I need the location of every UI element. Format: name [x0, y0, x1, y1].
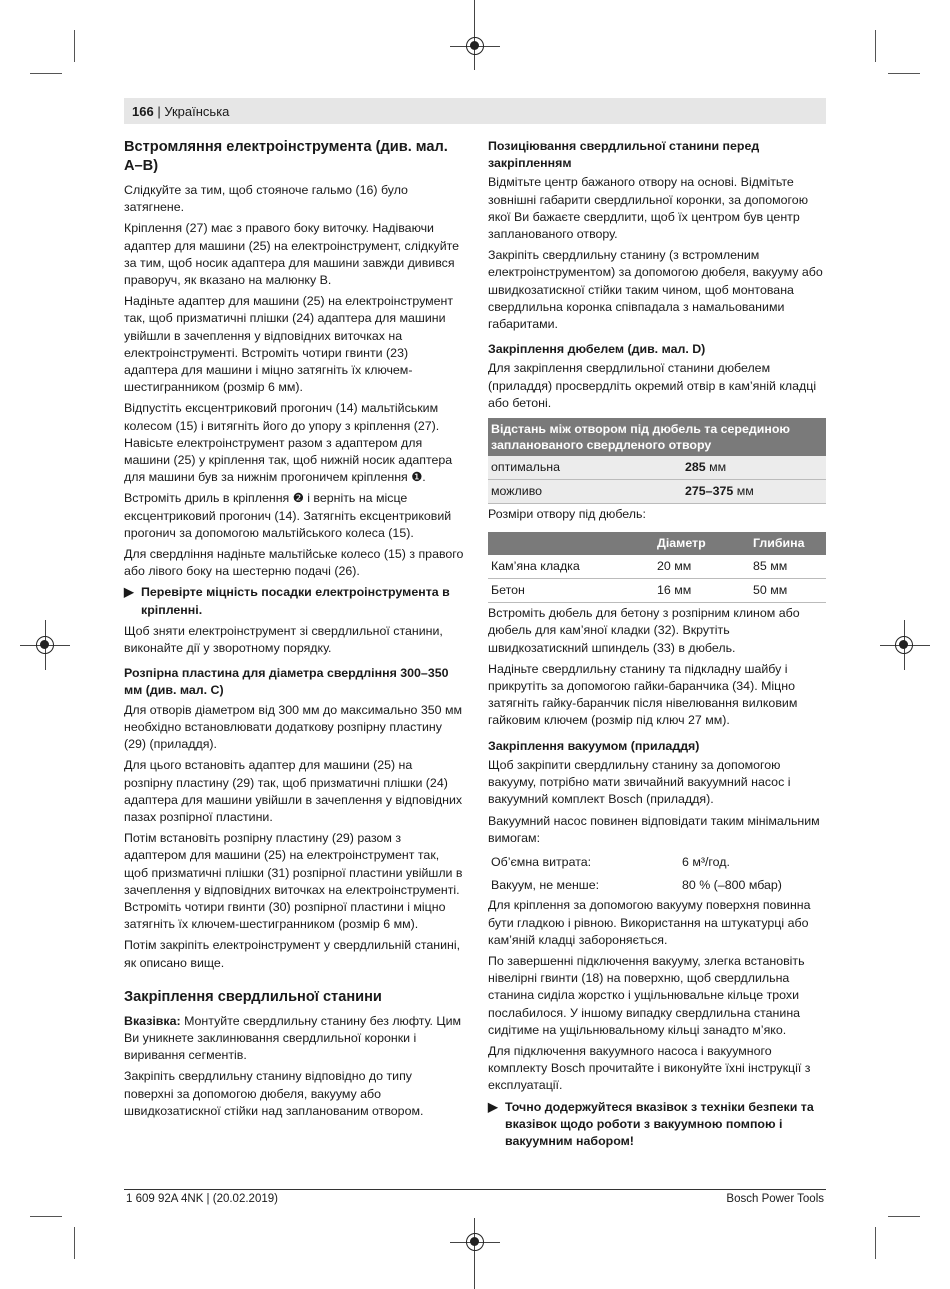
paragraph: Для цього встановіть адаптер для машини (25) на розпірну пластину (29) так, щоб призматичні плішки (24) адаптера для машини увійшли в зачеплення у відповідних пазах розпірної пластини.	[124, 758, 463, 824]
warning-item	[488, 1099, 826, 1151]
right-column	[488, 138, 826, 1154]
warning-text: Точно додержуйтеся вказівок з техніки безпеки та вказівок щодо роботи з вакуумною помпою і вакуумним набором!	[505, 1099, 814, 1148]
crop-mark	[30, 1216, 62, 1217]
table-row	[488, 579, 826, 603]
paragraph: Відпустіть ексцентриковий прогонич (14) мальтійським колесом (15) і витягніть його до упору з кріплення (27). Навісьте електроінструмент разом з адаптером для машини (25) у кріплення так, щоб нижній носик адаптера для машини був за нижнім прогоничем кріплення ❶.	[124, 401, 453, 485]
footer-rule	[124, 1189, 826, 1190]
registration-line	[474, 1218, 475, 1289]
section-heading: Закріплення свердлильної станини	[124, 988, 382, 1005]
page-header: 166 | Українська	[132, 104, 230, 119]
page-number: 166	[132, 104, 154, 119]
warning-text: Перевірте міцність посадки електроінструмента в кріпленні.	[141, 585, 450, 617]
registration-mark-icon	[895, 636, 913, 654]
table-cell-label: можливо	[488, 480, 682, 504]
vacuum-requirements-table	[488, 851, 826, 897]
table-row	[488, 480, 826, 504]
paragraph: Щоб закріпити свердлильну станину за допомогою вакууму, потрібно мати звичайний вакуумний насос і вакуумний комплект Bosch (приладдя).	[488, 757, 791, 807]
subheading: Розпірна пластина для діаметра свердління 300–350 мм (див. мал. C)	[124, 666, 449, 698]
note-text: Монтуйте свердлильну станину без люфту. Цим Ви уникнете заклинювання свердлильної коронки і виривання сегментів.	[124, 1013, 462, 1063]
paragraph: Потім закріпіть електроінструмент у свердлильній станині, як описано вище.	[124, 938, 461, 970]
table-cell-label: оптимальна	[488, 456, 682, 480]
paragraph: Встроміть дюбель для бетону з розпірним клином або дюбель для кам’яної кладки (32). Вкрутіть швидкозатискний шпиндель (33) в дюбель.	[488, 606, 800, 655]
crop-mark	[30, 73, 62, 74]
paragraph: Надіньте свердлильну станину та підкладну шайбу і прикрутіть за допомогою гайки-баранчика (34). Міцно затягніть гайку-баранчик після нівелювання вилковим гайковим ключем (розмір під ключ 27 мм).	[488, 661, 798, 728]
table-row	[488, 555, 826, 579]
paragraph: Відмітьте центр бажаного отвору на основі. Відмітьте зовнішні габарити свердлильної коронки, за допомогою якої Ви бажаєте свердлити, щоб їх центром був центр запланованого отвору.	[488, 175, 808, 242]
crop-mark	[888, 1216, 920, 1217]
header-language: Українська	[164, 104, 230, 119]
paragraph: Вакуумний насос повинен відповідати таким мінімальним вимогам:	[488, 813, 820, 845]
paragraph: Кріплення (27) має з правого боку виточку. Надіваючи адаптер для машини (25) на електроінструмент, слідкуйте за тим, щоб носик адаптера для машини завжди дивився праворуч, як вказано на малюнку B.	[124, 221, 460, 288]
table-row	[488, 851, 826, 874]
paragraph: Закріпіть свердлильну станину відповідно до типу поверхні за допомогою дюбеля, вакууму або швидкозатискної стійки над запланованим отвором.	[124, 1069, 424, 1118]
crop-mark	[875, 1227, 876, 1259]
subheading: Закріплення вакуумом (приладдя)	[488, 738, 700, 753]
table-cell: 50 мм	[750, 579, 826, 603]
registration-mark-icon	[466, 37, 484, 55]
table-cell: Вакуум, не менше:	[491, 878, 600, 893]
table-header: Відстань між отвором під дюбель та серединою запланованого свердленого отвору	[488, 418, 826, 456]
table-cell: 20 мм	[654, 555, 750, 579]
table-row	[488, 456, 826, 480]
table-header: Діаметр	[654, 532, 750, 555]
paragraph: Для підключення вакуумного насоса і вакуумного комплекту Bosch прочитайте і виконуйте їхні інструкції з експлуатації.	[488, 1043, 811, 1093]
paragraph: Щоб зняти електроінструмент зі свердлильної станини, виконайте дії у зворотному порядку.	[124, 623, 443, 656]
registration-mark-icon	[466, 1233, 484, 1251]
table-cell-value: 285 мм	[682, 456, 826, 480]
dowel-hole-size-table	[488, 532, 826, 604]
table-header	[488, 532, 654, 555]
table-row	[488, 874, 826, 897]
paragraph: Розміри отвору під дюбель:	[488, 507, 646, 522]
section-heading: Встромляння електроінструмента (див. мал. A–B)	[124, 139, 448, 174]
table-cell: 80 % (–800 мбар)	[682, 878, 782, 893]
paragraph: Для кріплення за допомогою вакууму поверхня повинна бути гладкою і рівною. Використання на штукатурці або кам’яній кладці забороняється.	[488, 898, 811, 947]
registration-mark-icon	[36, 636, 54, 654]
crop-mark	[875, 30, 876, 62]
table-header-row	[488, 418, 826, 456]
table-cell-value: 275–375 мм	[682, 480, 826, 504]
paragraph: Слідкуйте за тим, щоб стояноче гальмо (16) було затягнене.	[124, 183, 408, 215]
subheading: Закріплення дюбелем (див. мал. D)	[488, 342, 706, 357]
table-header-row	[488, 532, 826, 555]
paragraph: Встроміть дриль в кріплення ❷ і верніть на місце ексцентриковий прогонич (14). Затягніть ексцентриковий прогонич за допомогою мальтійського колеса (15).	[124, 491, 452, 540]
paragraph: Потім встановіть розпірну пластину (29) разом з адаптером для машини (25) на електроінструмент так, щоб призматичні плішки (31) розпірної пластини увійшли в зачеплення у відповідних виточках на електроінструменті. Встроміть чотири гвинти (30) розпірної пластини і міцно затягніть їх ключем-шестигранником (розмір 6 мм).	[124, 831, 463, 932]
note-paragraph	[124, 1013, 464, 1065]
paragraph: По завершенні підключення вакууму, злегка встановіть нівелірні гвинти (18) на поверхню, щоб свердлильна станина сиділа жорстко і ущільнювальне кільце трохи послабилося. У іншому випадку свердлильна станина сидітиме на ущільнювальному кільці занадто м’яко.	[488, 953, 805, 1037]
table-cell: 6 м³/год.	[682, 854, 730, 869]
warning-arrow-icon: ▶	[488, 1099, 498, 1114]
crop-mark	[888, 73, 920, 74]
paragraph: Для свердління надіньте мальтійське колесо (15) з правого або лівого боку на шестерню подачі (26).	[124, 547, 464, 579]
table-header: Глибина	[750, 532, 826, 555]
warning-arrow-icon: ▶	[124, 585, 134, 600]
table-cell: Об’ємна витрата:	[491, 854, 592, 869]
crop-mark	[74, 30, 75, 62]
table-cell: 85 мм	[750, 555, 826, 579]
paragraph: Закріпіть свердлильну станину (з встромленим електроінструментом) за допомогою дюбеля, вакууму або швидкозатискної стійки таким чином, щоб монтована свердлильна коронка співпадала з намальованими габаритами.	[488, 248, 823, 332]
left-column	[124, 138, 464, 1124]
warning-item	[124, 584, 464, 618]
subheading: Позиціювання свердлильної станини перед закріпленням	[488, 139, 760, 171]
dowel-distance-table	[488, 418, 826, 504]
registration-line	[474, 0, 475, 70]
paragraph: Надіньте адаптер для машини (25) на електроінструмент так, щоб призматичні плішки (24) адаптера для машини увійшли в зачеплення у відповідних виточках на електроінструменті. Встроміть чотири гвинти (23) адаптера для машини і міцно затягніть їх ключем-шестигранником (розмір 6 мм).	[124, 294, 454, 395]
note-label: Вказівка:	[124, 1013, 181, 1028]
table-cell: 16 мм	[654, 579, 750, 603]
footer-brand: Bosch Power Tools	[726, 1193, 824, 1205]
paragraph: Для отворів діаметром від 300 мм до максимально 350 мм необхідно встановлювати додаткову розпірну пластину (29) (приладдя).	[124, 702, 463, 752]
paragraph: Для закріплення свердлильної станини дюбелем (приладдя) просвердліть окремий отвір в кам’яній кладці або бетоні.	[488, 361, 817, 410]
table-cell: Кам’яна кладка	[488, 555, 654, 579]
crop-mark	[74, 1227, 75, 1259]
footer-doc-code: 1 609 92A 4NK | (20.02.2019)	[126, 1193, 278, 1205]
table-cell: Бетон	[488, 579, 654, 603]
